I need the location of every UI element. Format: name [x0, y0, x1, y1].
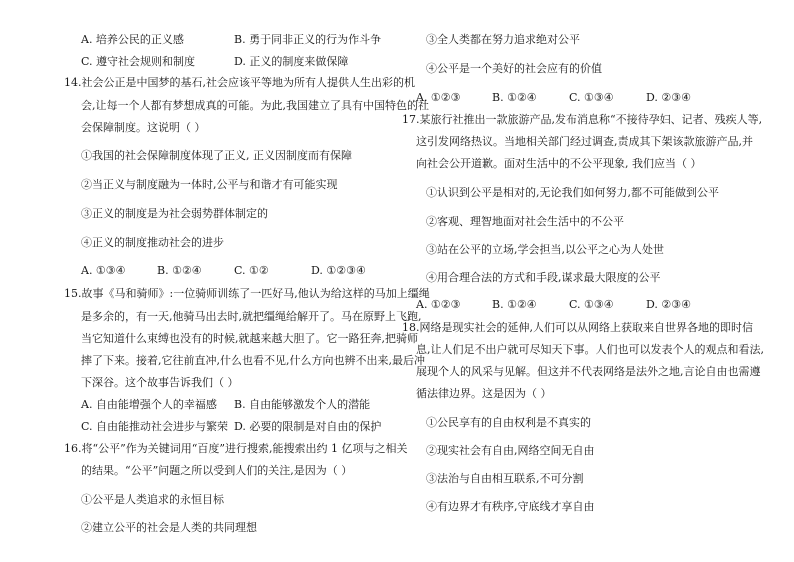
q16-statement-3: ③全人类都在努力追求绝对公平 [426, 33, 580, 46]
q16-stem-line-1: 16.将“公平”作为关键词用“百度”进行搜索,能搜索出约 1 亿项与之相关 [64, 442, 408, 455]
q16-option-a[interactable]: A. ①②③ [416, 91, 461, 104]
q14-option-c[interactable]: C. ①② [234, 264, 269, 277]
q17-option-b[interactable]: B. ①②④ [492, 298, 537, 311]
q18-statement-4: ④有边界才有秩序,守底线才享自由 [426, 500, 595, 513]
q14-stem-line-3: 会保障制度。这说明（ ） [81, 121, 206, 134]
option-d[interactable]: D. 正义的制度来做保障 [234, 55, 349, 68]
q15-stem-line-1: 15.故事《马和骑师》:一位骑师训练了一匹好马,他认为给这样的马加上缰绳 [64, 287, 430, 300]
q15-stem-line-5: 下深谷。这个故事告诉我们（ ） [81, 376, 239, 389]
q14-stem-line-2: 会,让每一个人都有梦想成真的可能。为此,我国建立了具有中国特色的社 [81, 99, 429, 112]
q14-stem-line-1: 14.社会公正是中国梦的基石,社会应该平等地为所有人提供人生出彩的机 [64, 76, 415, 89]
option-b[interactable]: B. 勇于同非正义的行为作斗争 [234, 33, 382, 46]
q15-option-d[interactable]: D. 必要的限制是对自由的保护 [234, 420, 382, 433]
q16-statement-4: ④公平是一个美好的社会应有的价值 [426, 62, 602, 75]
q14-statement-4: ④正义的制度推动社会的进步 [81, 236, 224, 249]
q17-statement-2: ②客观、理智地面对社会生活中的不公平 [426, 215, 624, 228]
q17-option-a[interactable]: A. ①②③ [416, 298, 461, 311]
q17-stem-line-3: 向社会公开道歉。面对生活中的不公平现象, 我们应当（ ） [416, 157, 702, 170]
q14-statement-3: ③正义的制度是为社会弱势群体制定的 [81, 207, 268, 220]
q15-stem-line-2: 是多余的，有一天,他骑马出去时,就把缰绳给解开了。马在原野上飞跑, [81, 310, 422, 323]
q17-stem-line-2: 这引发网络热议。当地相关部门经过调查,责成其下架该款旅游产品,并 [416, 135, 753, 148]
q18-stem-line-2: 息,让人们足不出户就可尽知天下事。人们也可以发表个人的观点和看法, [416, 343, 764, 356]
q18-statement-1: ①公民享有的自由权利是不真实的 [426, 416, 591, 429]
q16-option-c[interactable]: C. ①③④ [569, 91, 614, 104]
q14-option-d[interactable]: D. ①②③④ [311, 264, 366, 277]
q14-statement-2: ②当正义与制度融为一体时,公平与和谐才有可能实现 [81, 178, 338, 191]
q18-statement-3: ③法治与自由相互联系,不可分割 [426, 472, 584, 485]
q17-stem-line-1: 17.某旅行社推出一款旅游产品,发布消息称“不接待孕妇、记者、残疾人等, [402, 113, 763, 126]
q14-option-b[interactable]: B. ①②④ [157, 264, 202, 277]
q17-statement-4: ④用合理合法的方式和手段,谋求最大限度的公平 [426, 271, 661, 284]
q15-option-c[interactable]: C. 自由能推动社会进步与繁荣 [81, 420, 229, 433]
q17-statement-1: ①认识到公平是相对的,无论我们如何努力,都不可能做到公平 [426, 186, 719, 199]
q16-stem-line-2: 的结果。“公平”问题之所以受到人们的关注,是因为（ ） [81, 464, 353, 477]
q18-statement-2: ②现实社会有自由,网络空间无自由 [426, 444, 595, 457]
q15-option-b[interactable]: B. 自由能够激发个人的潜能 [234, 398, 371, 411]
option-a[interactable]: A. 培养公民的正义感 [81, 33, 184, 46]
q18-stem-line-1: 18.网络是现实社会的延伸,人们可以从网络上获取来自世界各地的即时信 [402, 321, 753, 334]
q14-statement-1: ①我国的社会保障制度体现了正义, 正义因制度而有保障 [81, 149, 352, 162]
q15-stem-line-3: 当它知道什么束缚也没有的时候,就越来越大胆了。它一路狂奔,把骑师 [81, 332, 418, 345]
q18-stem-line-4: 循法律边界。这是因为（ ） [416, 387, 552, 400]
q18-stem-line-3: 展现个人的风采与见解。但这并不代表网络是法外之地,言论自由也需遵 [416, 365, 761, 378]
q17-option-c[interactable]: C. ①③④ [569, 298, 614, 311]
q17-statement-3: ③站在公平的立场,学会担当,以公平之心为人处世 [426, 243, 664, 256]
q16-option-b[interactable]: B. ①②④ [492, 91, 537, 104]
q16-statement-2: ②建立公平的社会是人类的共同理想 [81, 521, 257, 534]
option-c[interactable]: C. 遵守社会规则和制度 [81, 55, 196, 68]
q17-option-d[interactable]: D. ②③④ [646, 298, 692, 311]
q16-option-d[interactable]: D. ②③④ [646, 91, 692, 104]
q15-option-a[interactable]: A. 自由能增强个人的幸福感 [81, 398, 217, 411]
q16-statement-1: ①公平是人类追求的永恒目标 [81, 493, 224, 506]
q14-option-a[interactable]: A. ①③④ [81, 264, 126, 277]
q15-stem-line-4: 摔了下来。接着,它往前直冲,什么也看不见,什么方向也辨不出来,最后冲 [81, 354, 425, 367]
